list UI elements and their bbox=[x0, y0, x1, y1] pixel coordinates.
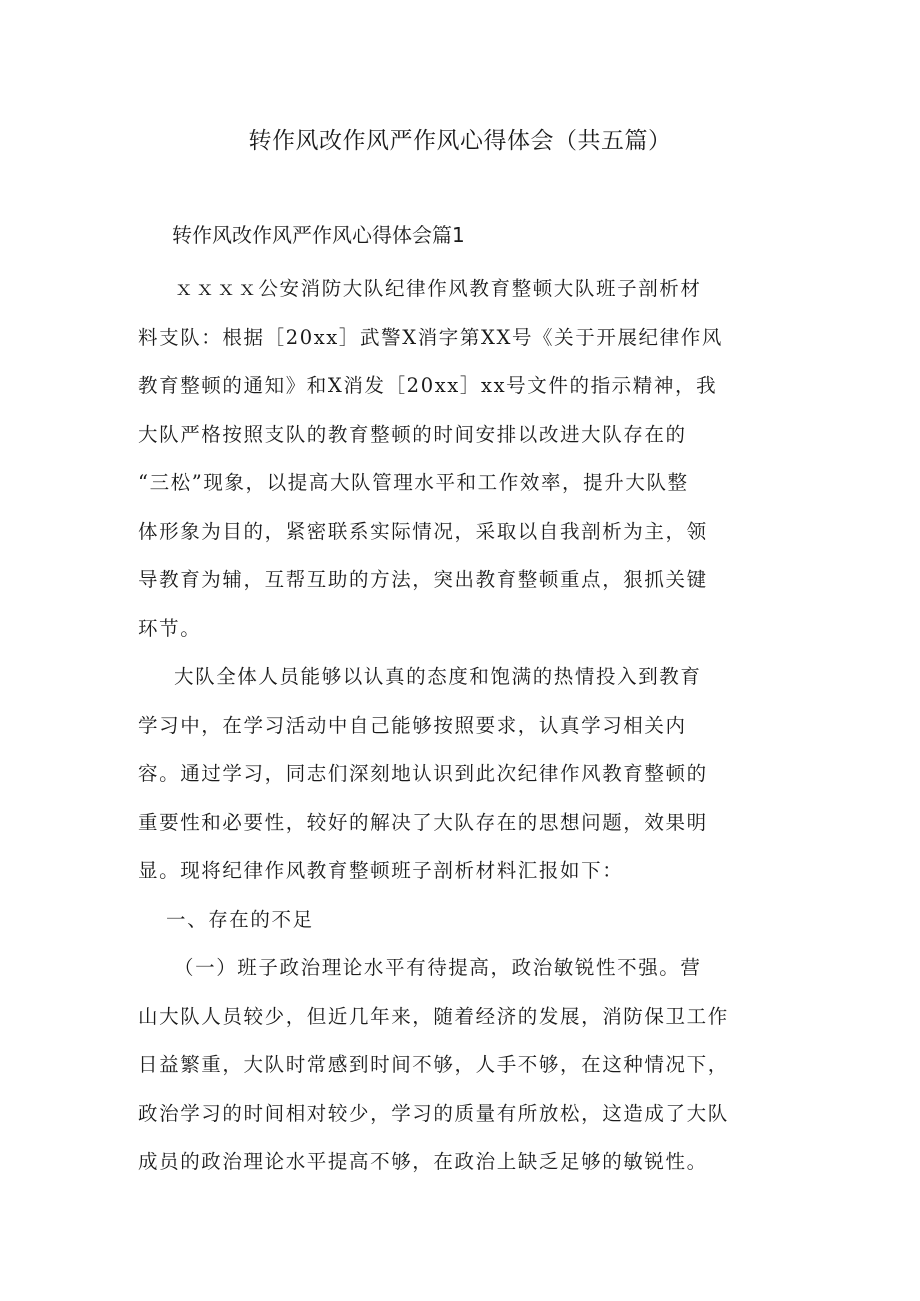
text-line: 显。现将纪律作风教育整顿班子剖析材料汇报如下： bbox=[138, 859, 624, 882]
text-line: 政治学习的时间相对较少，学习的质量有所放松，这造成了大队 bbox=[138, 1101, 729, 1125]
text-line: 山大队人员较少，但近几年来，随着经济的发展，消防保卫工作 bbox=[138, 1004, 729, 1028]
text-line: 大队严格按照支队的教育整顿的时间安排以改进大队存在的 bbox=[138, 422, 687, 446]
text-line: 教育整顿的通知》和X消发［20xx］xx号文件的指示精神，我 bbox=[138, 374, 718, 397]
text-line: 大队全体人员能够以认真的态度和饱满的热情投入到教育 bbox=[174, 665, 702, 688]
text-line: 容。通过学习，同志们深刻地认识到此次纪律作风教育整顿的 bbox=[138, 762, 708, 785]
text-line: 导教育为辅，互帮互助的方法，突出教育整顿重点，狠抓关键 bbox=[138, 568, 708, 591]
text-line: 成员的政治理论水平提高不够，在政治上缺乏足够的敏锐性。 bbox=[138, 1150, 708, 1173]
text-line: 料支队：根据［20xx］武警X消字第XX号《关于开展纪律作风 bbox=[138, 325, 723, 349]
text-line: “三松”现象，以提高大队管理水平和工作效率，提升大队整 bbox=[138, 471, 689, 494]
text-line: 环节。 bbox=[138, 616, 202, 640]
text-line: 学习中，在学习活动中自己能够按照要求，认真学习相关内 bbox=[138, 713, 687, 737]
section-heading: 一、存在的不足 bbox=[166, 907, 314, 931]
text-line: ｘｘｘｘ公安消防大队纪律作风教育整顿大队班子剖析材 bbox=[174, 277, 702, 300]
text-line: 重要性和必要性，较好的解决了大队存在的思想问题，效果明 bbox=[138, 810, 708, 834]
text-line: （一）班子政治理论水平有待提高，政治敏锐性不强。营 bbox=[174, 956, 702, 979]
text-line: 日益繁重，大队时常感到时间不够，人手不够，在这种情况下， bbox=[138, 1053, 729, 1076]
text-line: 体形象为目的，紧密联系实际情况，采取以自我剖析为主，领 bbox=[138, 519, 708, 543]
document-title: 转作风改作风严作风心得体会（共五篇） bbox=[248, 128, 672, 154]
section-subtitle: 转作风改作风严作风心得体会篇1 bbox=[172, 223, 465, 247]
document-body bbox=[138, 265, 778, 1187]
